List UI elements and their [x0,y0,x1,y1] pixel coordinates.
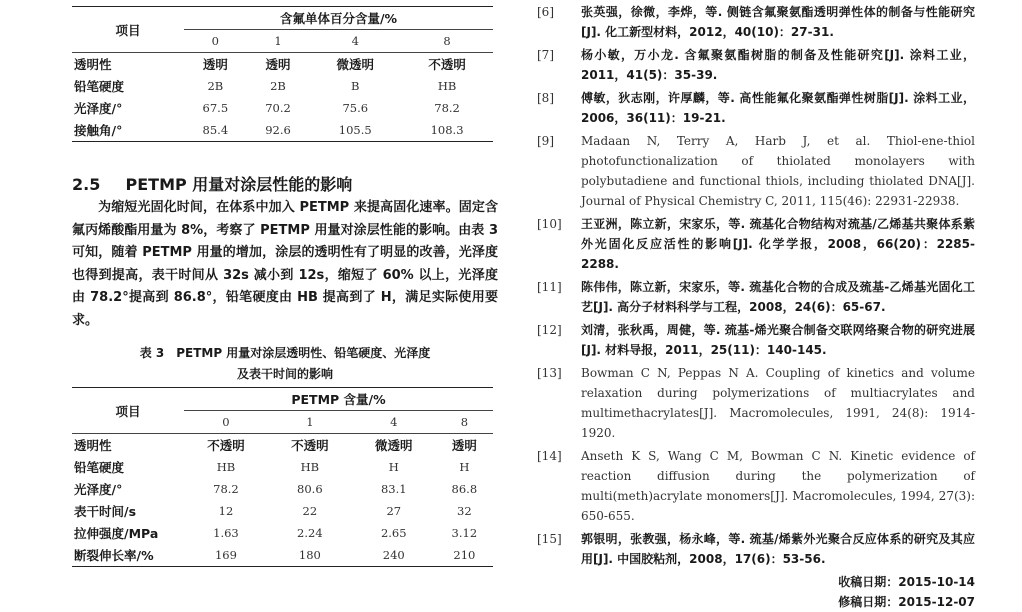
reference-number: [11] [537,280,562,294]
reference-item [537,363,975,443]
reference-item [537,88,975,128]
table-cell: 不透明 [207,438,245,453]
reference-item [537,446,975,526]
table-cell: 透明 [202,57,228,72]
table-cell: H [388,460,399,474]
reference-number: [7] [537,48,554,62]
reference-text: 王亚洲，陈立新，宋家乐，等. 巯基化合物结构对巯基/乙烯基共聚体系紫外光固化反应活性的影响[J]. 化学学报，2008，66(20)：2285-2288. [581,217,975,271]
table-row [72,500,493,522]
table-3-container [72,387,498,567]
table-cell: 92.6 [247,119,310,142]
section-number: 2.5 [72,175,101,194]
revised-date: 修稿日期：2015-12-07 [838,595,975,609]
table-3-caption [72,343,498,385]
table-cell: 2.24 [297,526,323,540]
reference-text: Madaan N, Terry A, Harb J, et al. Thiol-ene-thiol photofunctionalization of thiolated monolayers with polybutadiene and functional thiols, including thiolated DNA[J]. Journal of Physical Chemistry C, 2011, 115(46): 22931-22938. [581,134,975,208]
table-row [72,544,493,567]
reference-text: 陈伟伟，陈立新，宋家乐，等. 巯基化合物的合成及巯基-乙烯基光固化工艺[J]. 高分子材料科学与工程，2008，24(6)：65-67. [581,280,975,314]
table-cell: 12 [218,504,234,518]
table-row [72,119,493,142]
row-header: 项目 [72,388,184,434]
table-cell: 透明 [265,57,291,72]
column-header: 1 [247,30,310,53]
table-cell: 3.12 [451,526,478,540]
table-cell: 微透明 [336,57,374,72]
table-cell: 85.4 [184,119,247,142]
column-header: 4 [352,411,436,434]
table-cell: 105.5 [309,119,401,142]
reference-number: [12] [537,323,562,337]
table-row [72,456,493,478]
table-cell: 2.65 [380,526,407,540]
table-cell: 22 [302,504,318,518]
reference-item [537,277,975,317]
table-cell: 86.8 [451,482,478,496]
table-cell: B [351,79,360,93]
reference-text: 张英强，徐微，李烨，等. 侧链含氟聚氨酯透明弹性体的制备与性能研究[J]. 化工新型材料，2012，40(10)：27-31. [581,5,975,39]
table-cell: 83.1 [380,482,407,496]
reference-number: [6] [537,5,554,19]
column-header: 0 [184,411,268,434]
table-cell: 1.63 [213,526,239,540]
row-label: 表干时间/s [74,504,137,519]
table-cell: 108.3 [401,119,493,142]
reference-text: 杨小敏，万小龙. 含氟聚氨酯树脂的制备及性能研究[J]. 涂料工业，2011，41(5)：35-39. [581,48,975,82]
references-list [537,2,975,569]
reference-text: 傅敏，狄志刚，许厚麟，等. 高性能氟化聚氨酯弹性树脂[J]. 涂料工业，2006，36(11)：19-21. [581,91,975,125]
reference-item [537,45,975,85]
table-row [72,478,493,500]
table-cell: 75.6 [342,101,369,115]
caption-line-2: 及表干时间的影响 [236,367,333,381]
table-cell: 不透明 [291,438,329,453]
row-label: 透明性 [74,57,112,72]
table-2 [72,6,493,142]
caption-line-1: 表 3 PETMP 用量对涂层透明性、铅笔硬度、光泽度 [139,346,431,360]
table-row [72,75,493,97]
reference-item [537,2,975,42]
row-label: 透明性 [74,438,112,453]
reference-number: [15] [537,532,562,546]
reference-text: 郭银明，张教强，杨永峰，等. 巯基/烯紫外光聚合反应体系的研究及其应用[J]. 中国胶粘剂，2008，17(6)：53-56. [581,532,975,566]
received-date: 收稿日期：2015-10-14 [838,575,975,589]
column-header: 1 [268,411,352,434]
reference-item [537,214,975,274]
table-cell: 32 [457,504,472,518]
reference-number: [8] [537,91,554,105]
table-3 [72,387,493,567]
reference-item [537,131,975,211]
reference-number: [14] [537,449,562,463]
table-cell: 210 [436,544,493,567]
table-cell: 2B [270,79,286,93]
table-cell: 78.2 [213,482,239,496]
reference-number: [9] [537,134,554,148]
row-label: 光泽度/° [74,482,123,497]
row-label: 接触角/° [72,119,184,142]
section-heading [72,172,352,195]
row-label: 断裂伸长率/% [72,544,184,567]
table-cell: 240 [352,544,436,567]
table-cell: HB [300,460,320,474]
table-cell: 70.2 [265,101,291,115]
reference-item [537,320,975,360]
table-row [72,53,493,76]
section-paragraph: 为缩短光固化时间，在体系中加入 PETMP 来提高固化速率。固定含氟丙烯酸酯用量为 8%，考察了 PETMP 用量对涂层性能的影响。由表 3 可知，随着 PETMP 用量的增加，涂层的透明性有了明显的改善，光泽度也得到提高，表干时间从 32s 减小到 12s，缩短了 60% 以上，光泽度由 78.2°提高到 86.8°，铅笔硬度由 HB 提高到了 H，满足实际使用要求。 [72,200,498,328]
reference-number: [13] [537,366,562,380]
column-header: 0 [184,30,247,53]
table-cell: 不透明 [428,57,466,72]
table-cell: 微透明 [375,438,413,453]
table-row [72,522,493,544]
table-cell: 27 [386,504,402,518]
reference-item [537,529,975,569]
reference-number: [10] [537,217,562,231]
reference-text: 刘清，张秋禹，周健，等. 巯基-烯光聚合制备交联网络聚合物的研究进展[J]. 材料导报，2011，25(11)：140-145. [581,323,975,357]
row-header: 项目 [72,7,184,53]
reference-text: Bowman C N, Peppas N A. Coupling of kinetics and volume relaxation during polymerizations of multiacrylates and multimethacrylates[J]. Macromolecules, 1991, 24(8): 1914-1920. [581,366,975,440]
table-cell: HB [437,79,457,93]
table-cell: 169 [184,544,268,567]
table-cell: 透明 [451,438,477,453]
left-column [72,0,498,142]
section-title: PETMP 用量对涂层性能的影响 [125,175,353,194]
column-header: 8 [436,411,493,434]
table-row [72,97,493,119]
group-header: PETMP 含量/% [184,388,493,411]
references-column [537,2,975,612]
dates-block [537,572,975,612]
table-cell: 2B [207,79,224,93]
table-cell: 180 [268,544,352,567]
row-label: 铅笔硬度 [74,460,125,475]
table-cell: 78.2 [434,101,460,115]
table-cell: 67.5 [202,101,229,115]
table-cell: H [459,460,470,474]
column-header: 8 [401,30,493,53]
table-row [72,434,493,457]
reference-text: Anseth K S, Wang C M, Bowman C N. Kinetic evidence of reaction diffusion during the polymerization of multi(meth)acrylate monomers[J]. Macromolecules, 1994, 27(3): 650-655. [581,449,975,523]
column-header: 4 [309,30,401,53]
row-label: 铅笔硬度 [74,79,125,94]
row-label: 拉伸强度/MPa [74,526,159,541]
group-header: 含氟单体百分含量/% [184,7,493,30]
row-label: 光泽度/° [74,101,123,116]
table-cell: HB [216,460,236,474]
table-cell: 80.6 [297,482,323,496]
